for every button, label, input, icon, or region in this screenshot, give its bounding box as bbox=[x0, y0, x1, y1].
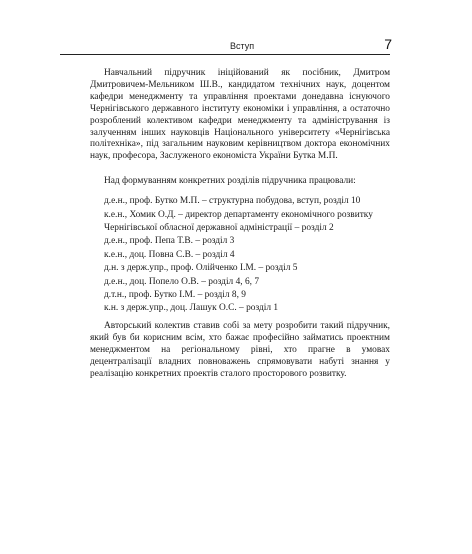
intro-paragraph: Навчальний підручник ініційований як посібник, Дмитром Дмитровичем-Мельником Ш.В., кандидатом технічних наук, доцентом кафедри менеджменту та управління проектами донедавна існуючого Чернігівського державного інституту економіки і управління, а остаточно розроблений колективом кафедри менеджменту та адміністрування із залученням інших науковців Національного університету «Чернігівська політехніка», під загальним науковим керівництвом доктора економічних наук, професора, Заслуженого економіста України Бутка М.П. bbox=[90, 68, 390, 162]
author-line: д.е.н., проф. Пепа Т.В. – розділ 3 bbox=[104, 236, 235, 247]
author-line: к.е.н., Хомик О.Д. – директор департаменту економічного розвитку bbox=[104, 209, 373, 220]
author-line: к.н. з держ.упр., доц. Лашук О.С. – розділ 1 bbox=[104, 303, 279, 314]
author-line: д.т.н., проф. Бутко І.М. – розділ 8, 9 bbox=[104, 290, 246, 300]
authors-list bbox=[104, 196, 390, 315]
page-number: 7 bbox=[384, 36, 392, 52]
author-line: д.е.н., доц. Попело О.В. – розділ 4, 6, 7 bbox=[104, 276, 260, 287]
final-paragraph: Авторський колектив ставив собі за мету розробити такий підручник, який був би корисним всім, хто бажає професійно займатись проектним менеджментом на регіональному рівні, хто прагне в умовах децентралізації владних повноважень спрямовувати набуті знання у реалізацію конкретних проектів сталого просторового розвитку. bbox=[90, 321, 390, 379]
author-line: к.е.н., доц. Повна С.В. – розділ 4 bbox=[104, 249, 235, 260]
authors-heading: Над формуванням конкретних розділів підручника працювали: bbox=[104, 176, 356, 187]
running-header bbox=[60, 36, 390, 55]
header-title: Вступ bbox=[230, 41, 255, 51]
author-line: д.н. з держ.упр., проф. Олійченко І.М. – розділ 5 bbox=[104, 263, 298, 274]
author-line: Чернігівської обласної державної адміністрації – розділ 2 bbox=[104, 222, 334, 233]
page-content bbox=[90, 68, 390, 381]
author-line: д.е.н., проф. Бутко М.П. – структурна побудова, вступ, розділ 10 bbox=[104, 196, 361, 207]
